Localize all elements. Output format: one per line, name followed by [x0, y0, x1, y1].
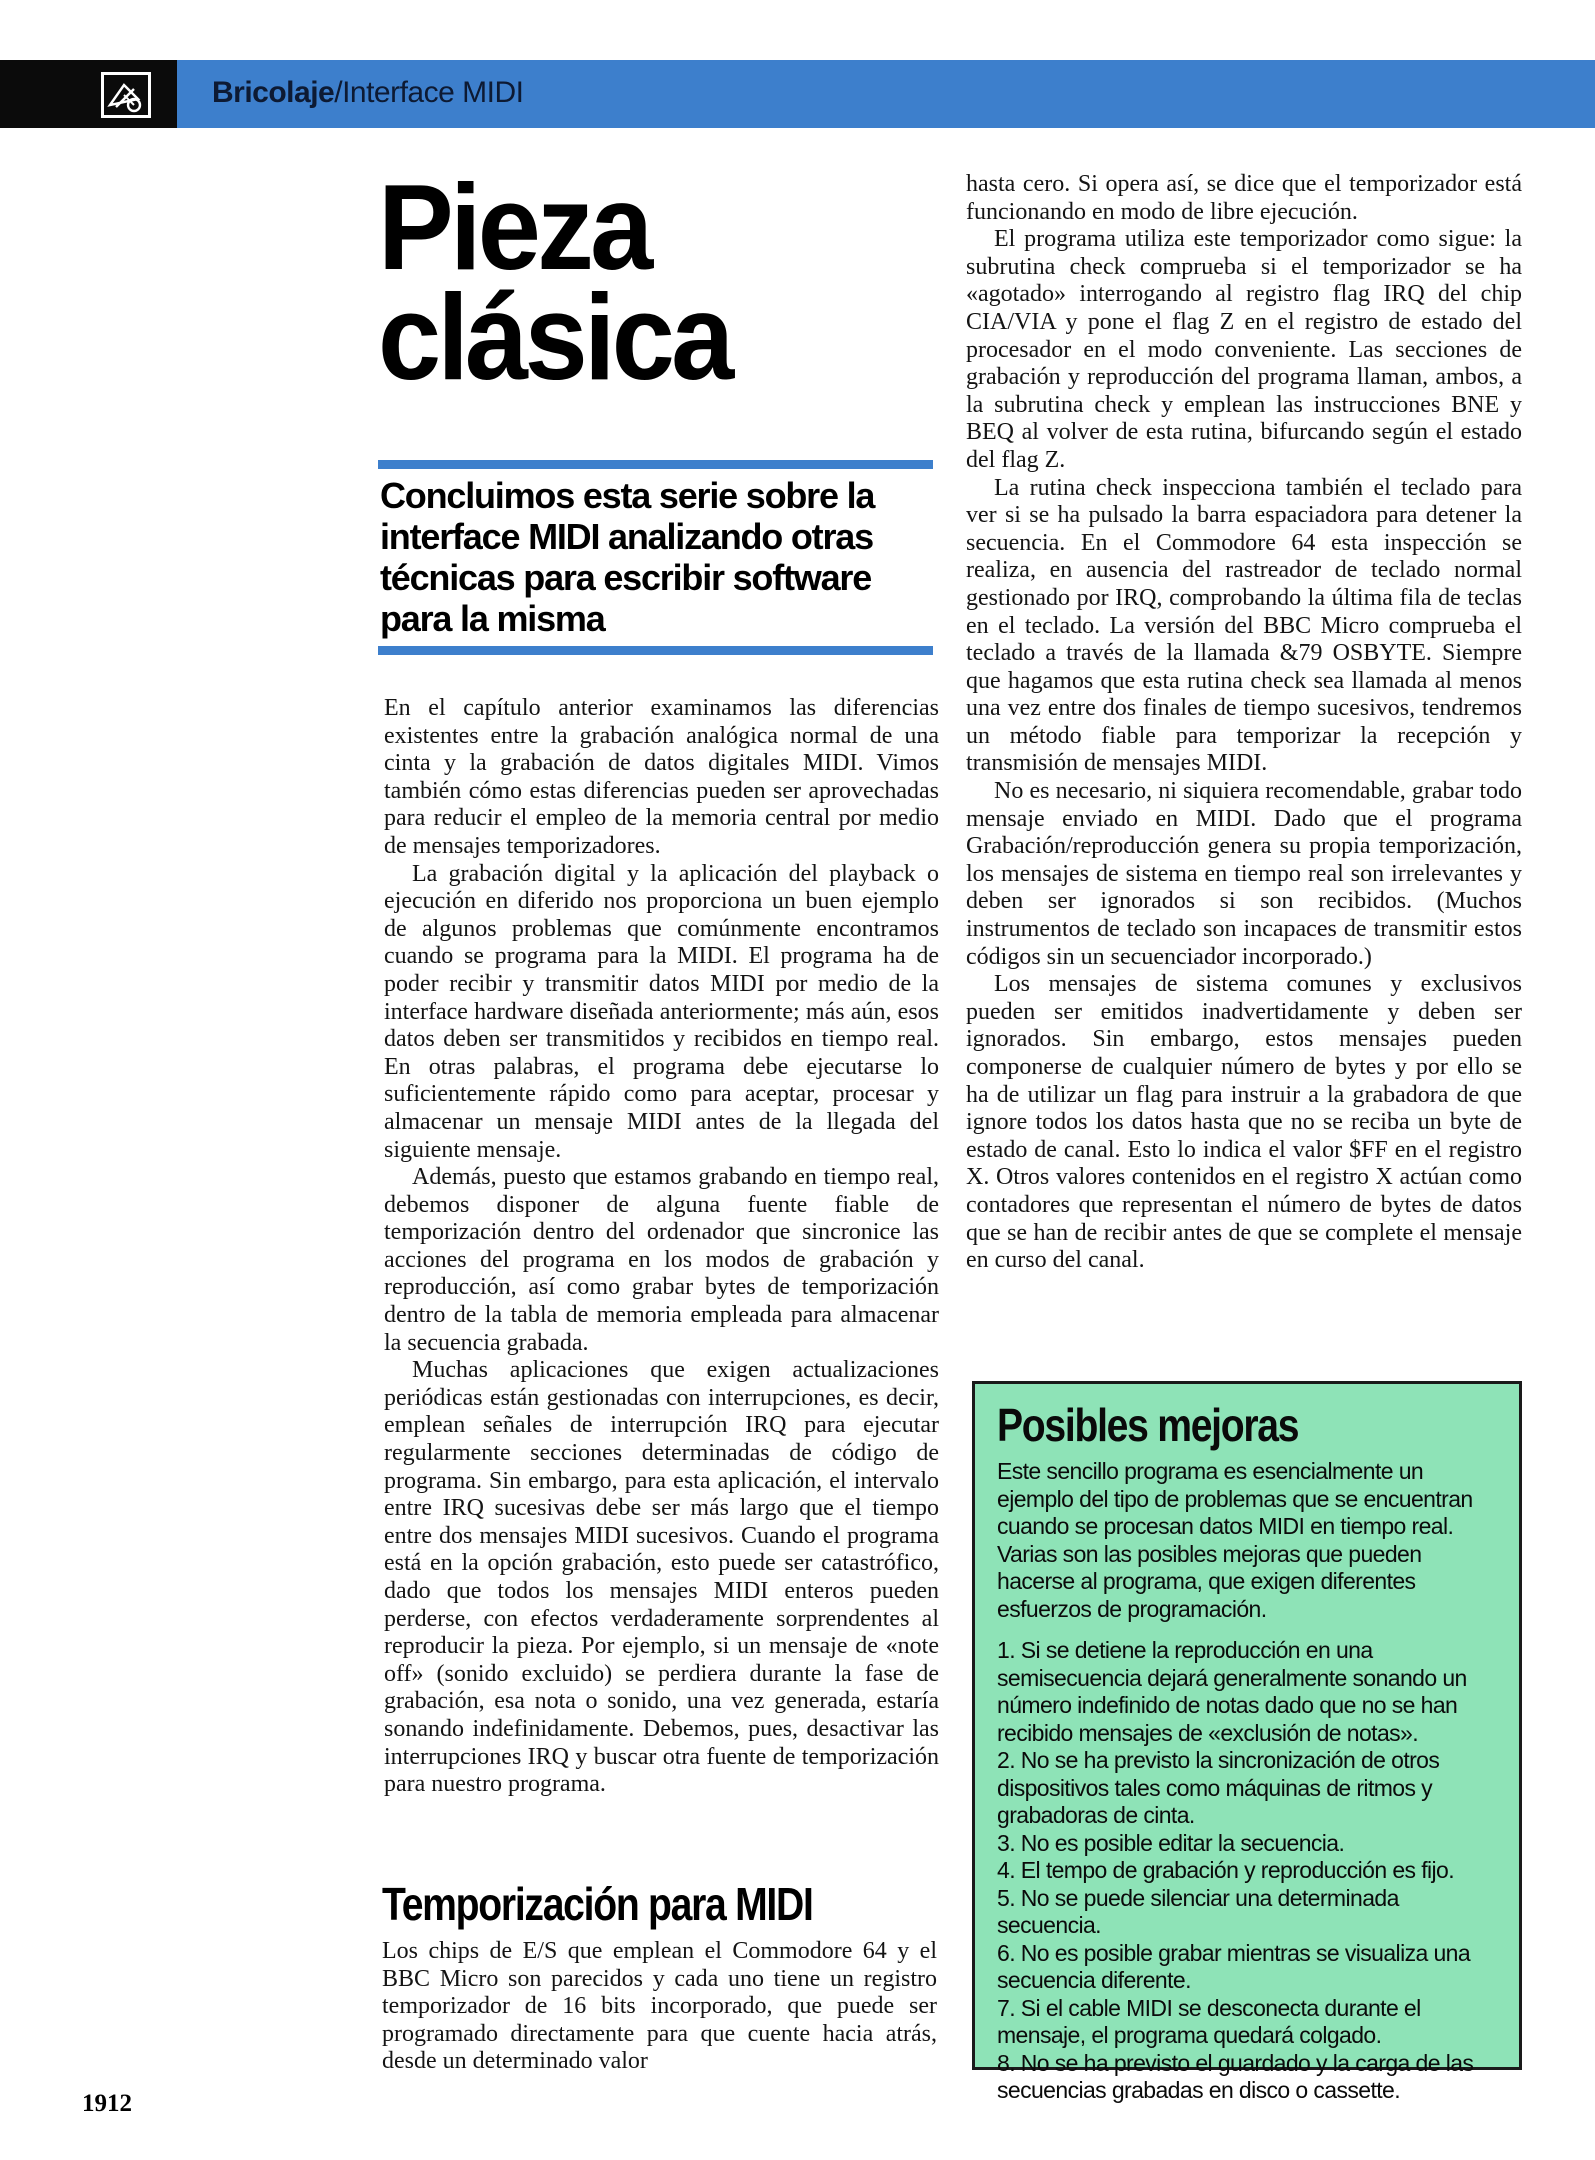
standfirst-bottom-rule — [378, 646, 933, 655]
body-paragraph: hasta cero. Si opera así, se dice que el temporizador está funcionando en modo de libre ejecución. — [966, 171, 1522, 225]
list-item: 3. No es posible editar la secuencia. — [997, 1829, 1345, 1856]
section-label — [212, 76, 523, 110]
body-paragraph: La rutina check inspecciona también el teclado para ver si se ha pulsado la barra espaciadora para detener la secuencia. En el Commodore 64 esta inspección se realiza, en ausencia del rastreador de teclado normal gestionado por IRQ, comprobando la última fila de teclas en el teclado. La versión del BBC Micro comprueba el teclado a través de la llamada &79 OSBYTE. Siempre que hagamos que esta rutina check sea llamada al menos una vez entre dos finales de tiempo sucesivos, tendremos un método fiable para temporizar la recepción y transmisión de mensajes MIDI. — [966, 474, 1522, 777]
body-paragraph: Muchas aplicaciones que exigen actualizaciones periódicas están gestionadas con interrupciones, es decir, emplean señales de interrupción IRQ para ejecutar regularmente secciones determinadas de código de programa. Sin embargo, para esta aplicación, el intervalo entre IRQ sucesivas debe ser más largo que el tiempo entre dos mensajes MIDI sucesivos. Cuando el programa está en la opción grabación, esto puede ser catastrófico, dado que todos los mensajes MIDI enteros pueden perderse, con efectos verdaderamente sorprendentes al reproducir la pieza. Por ejemplo, si un mensaje de «note off» (sonido excluido) se perdiera durante la fase de grabación, esa nota o sonido, una vez generada, estaría sonando indefinidamente. Debemos, pues, desactivar las interrupciones IRQ y buscar otra fuente de temporización para nuestro programa. — [384, 1357, 939, 1798]
body-paragraph: Los mensajes de sistema comunes y exclusivos pueden ser emitidos inadvertidamente y deben ser ignorados. Sin embargo, estos mensajes pueden componerse de cualquier número de bytes y por ello se ha de utilizar un flag para instruir a la grabadora de que ignore todos los datos hasta que no se reciba un byte de estado de canal. Esto lo indica el valor $FF en el registro X. Otros valores contenidos en el registro X actúan como contadores que representan el número de bytes de datos que se han de recibir antes de que se complete el mensaje en curso del canal. — [966, 971, 1522, 1274]
body-paragraph: En el capítulo anterior examinamos las diferencias existentes entre la grabación analógica normal de una cinta y la grabación de datos digitales MIDI. Vimos también cómo estas diferencias pueden ser aprovechadas para reducir el empleo de la memoria central por medio de mensajes temporizadores. — [384, 695, 939, 859]
improvements-sidebar — [972, 1381, 1522, 2103]
sidebar-title: Posibles mejoras — [997, 1399, 1299, 1451]
left-column — [384, 695, 939, 1799]
title-line-2: clásica — [378, 269, 731, 405]
sidebar-intro: Este sencillo programa es esencialmente un ejemplo del tipo de problemas que se encuentran cuando se procesan datos MIDI en tiempo real. Varias son las posibles mejoras que pueden hacerse al programa, que exigen diferentes esfuerzos de programación. — [997, 1458, 1473, 1622]
article-title — [378, 159, 899, 405]
standfirst: Concluimos esta serie sobre la interface MIDI analizando otras técnicas para escribir software para la misma — [380, 475, 875, 639]
improvements-list — [997, 1637, 1503, 2105]
body-paragraph: No es necesario, ni siquiera recomendable, grabar todo mensaje enviado en MIDI. Dado que el programa Grabación/reproducción genera su propia temporización, los mensajes de sistema en tiempo real son irrelevantes y deben ser ignorados si son recibidos. (Muchos instrumentos de teclado son incapaces de transmitir estos códigos sin un secuenciador incorporado.) — [966, 778, 1522, 970]
standfirst-top-rule — [378, 460, 933, 469]
left-column-continued — [382, 1938, 937, 2076]
title-line-1: Pieza — [378, 159, 650, 295]
body-paragraph: Los chips de E/S que emplean el Commodore 64 y el BBC Micro son parecidos y cada uno tiene un registro temporizador de 16 bits incorporado, que puede ser programado directamente para que cuente hacia atrás, desde un determinado valor — [382, 1938, 937, 2075]
list-item: 6. No es posible grabar mientras se visualiza una secuencia diferente. — [997, 1939, 1471, 1993]
list-item: 8. No se ha previsto el guardado y la carga de las secuencias grabadas en disco o cassette. — [997, 2049, 1474, 2103]
body-paragraph: El programa utiliza este temporizador como sigue: la subrutina check comprueba si el temporizador se ha «agotado» interrogando al registro flag IRQ del chip CIA/VIA y pone el flag Z en el registro de estado del procesador en el modo conveniente. Las secciones de grabación y reproducción del programa llaman, ambos, a la subrutina check y emplean las instrucciones BNE y BEQ al volver de esta rutina, bifurcando según el estado del flag Z. — [966, 226, 1522, 473]
right-column — [966, 171, 1522, 1275]
list-item: 2. No se ha previsto la sincronización de otros dispositivos tales como máquinas de ritmos y grabadoras de cinta. — [997, 1747, 1440, 1828]
satellite-dish-icon — [101, 72, 151, 118]
page-number: 1912 — [82, 2090, 132, 2117]
section-subhead: Temporización para MIDI — [382, 1878, 813, 1930]
list-item: 1. Si se detiene la reproducción en una semisecuencia dejará generalmente sonando un número indefinido de notas dado que no se han recibido mensajes de «exclusión de notas». — [997, 1637, 1467, 1746]
section-topic: /Interface MIDI — [334, 76, 524, 109]
section-name: Bricolaje — [212, 76, 335, 109]
body-paragraph: La grabación digital y la aplicación del playback o ejecución en diferido nos proporciona un buen ejemplo de algunos problemas que comúnmente encontramos cuando se programa para la MIDI. El programa ha de poder recibir y transmitir datos MIDI por medio de la interface hardware diseñada anteriormente; más aún, esos datos deben ser transmitidos y recibidos en tiempo real. En otras palabras, el programa debe ejecutarse lo suficientemente rápido como para aceptar, procesar y almacenar un mensaje MIDI antes de la llegada del siguiente mensaje. — [384, 860, 939, 1163]
list-item: 4. El tempo de grabación y reproducción es fijo. — [997, 1857, 1455, 1883]
list-item: 5. No se puede silenciar una determinada secuencia. — [997, 1884, 1399, 1938]
list-item: 7. Si el cable MIDI se desconecta durante el mensaje, el programa quedará colgado. — [997, 1994, 1421, 2048]
body-paragraph: Además, puesto que estamos grabando en tiempo real, debemos disponer de alguna fuente fiable de temporización dentro del ordenador que sincronice las acciones del programa en los modos de grabación y reproducción, así como grabar bytes de temporización dentro de la tabla de memoria empleada para almacenar la secuencia grabada. — [384, 1164, 939, 1356]
